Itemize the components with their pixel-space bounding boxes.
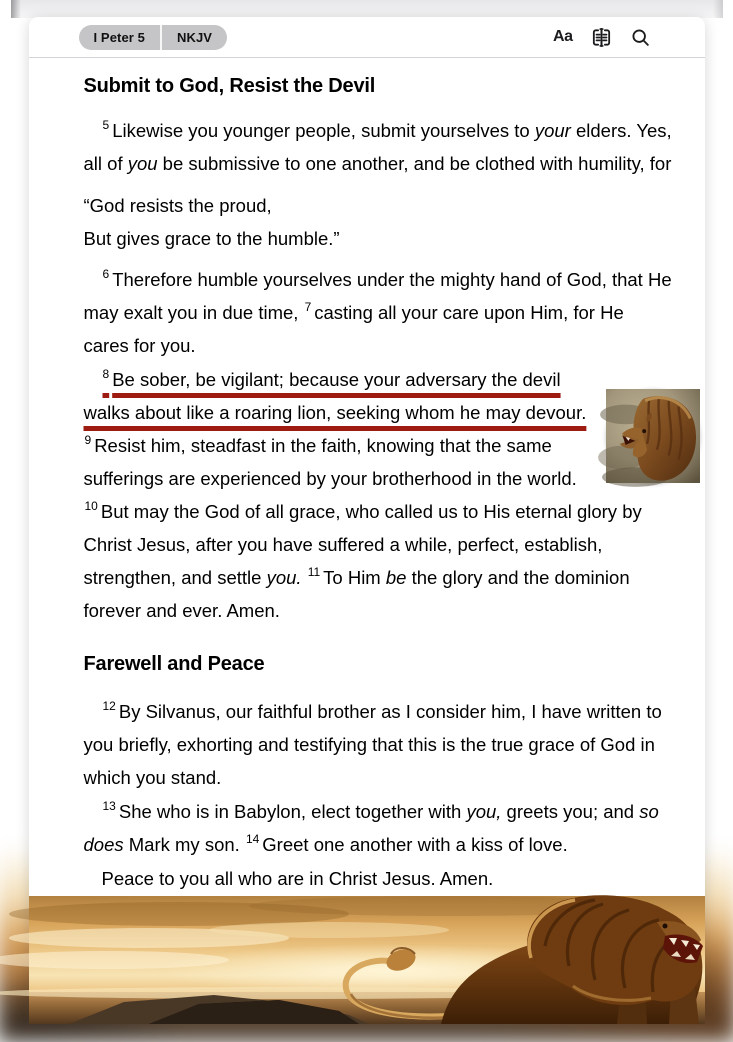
verse-paragraph	[84, 363, 674, 627]
verse-text: Resist him, steadfast in the faith, knowing that the same sufferings are experienced by your brotherhood in the world.	[83, 435, 577, 489]
verse-text: you,	[466, 801, 502, 822]
verse-content	[29, 58, 705, 896]
parallel-reading-icon[interactable]	[590, 26, 613, 49]
section-heading: Submit to God, Resist the Devil	[83, 75, 376, 97]
verse-text: you.	[266, 567, 302, 588]
inline-lion-image[interactable]	[606, 389, 700, 483]
translation-button[interactable]: NKJV	[177, 29, 213, 45]
verse-text: elders. Yes, all of	[83, 120, 672, 174]
verse-number: 10	[84, 498, 98, 513]
verse-text: Therefore humble yourselves under the mighty hand of God, that He may exalt you in due time,	[83, 269, 672, 323]
verse-number: 12	[102, 698, 116, 713]
search-icon[interactable]	[630, 27, 651, 48]
verse-number: 7	[304, 299, 312, 314]
backdrop-top-strip	[11, 0, 723, 18]
verse-number: 6	[102, 266, 110, 281]
toolbar-icons	[553, 26, 650, 49]
verse-paragraph	[84, 263, 674, 362]
verse-text	[302, 567, 307, 588]
verse-text: casting all your care upon Him, for He cares for you.	[83, 302, 624, 356]
section-heading: Farewell and Peace	[83, 653, 265, 675]
reference-pill[interactable]	[79, 25, 228, 50]
footer-lion-image[interactable]	[29, 896, 705, 1024]
verse-text: be	[385, 567, 407, 588]
reader-window	[29, 17, 705, 1005]
verse-text: be submissive to one another, and be clothed with humility, for	[157, 153, 672, 174]
red-underlined-passage[interactable]	[83, 366, 587, 423]
verse-number: 11	[307, 564, 321, 579]
verse-text: By Silvanus, our faithful brother as I consider him, I have written to you briefly, exhorting and testifying that this is the true grace of God in which you stand.	[83, 701, 662, 788]
verse-number: 8	[102, 366, 110, 381]
verse-number: 5	[102, 117, 110, 132]
verse-text: so does	[83, 801, 659, 855]
verse-paragraph	[84, 795, 674, 861]
verse-text: “God resists the proud,	[83, 195, 272, 216]
verse-text: Likewise you younger people, submit yourselves to	[112, 120, 535, 141]
verse-text: your	[534, 120, 571, 141]
verse-text: Mark my son.	[123, 834, 245, 855]
book-chapter-button[interactable]: I Peter 5	[93, 29, 145, 45]
verse-number: 13	[102, 798, 116, 813]
verse-text: Greet one another with a kiss of love.	[262, 834, 568, 855]
verse-paragraph	[84, 695, 674, 794]
screenshot-stage	[11, 0, 723, 1024]
verse-text: To Him	[323, 567, 386, 588]
verse-text: She who is in Babylon, elect together with	[118, 801, 467, 822]
verse-text: Be sober, be vigilant; because your adversary the devil walks about like a roaring lion, seeking whom he may devour.	[83, 369, 587, 423]
verse-text: the glory and the dominion forever and ever. Amen.	[83, 567, 630, 621]
verse-paragraph	[84, 862, 674, 895]
verse-text: But gives grace to the humble.”	[83, 228, 340, 249]
reader-toolbar	[29, 17, 705, 57]
verse-text: Peace to you all who are in Christ Jesus. Amen.	[101, 868, 494, 889]
font-settings-icon[interactable]: Aa	[553, 28, 573, 45]
verse-text: But may the God of all grace, who called us to His eternal glory by Christ Jesus, after you have suffered a while, perfect, establish, strengthen, and settle	[83, 501, 642, 588]
verse-text: greets you; and	[501, 801, 640, 822]
verse-number: 14	[245, 831, 260, 846]
verse-number: 9	[84, 432, 92, 447]
poem-block	[84, 189, 674, 255]
verse-text: you	[127, 153, 158, 174]
verse-paragraph	[84, 114, 674, 180]
